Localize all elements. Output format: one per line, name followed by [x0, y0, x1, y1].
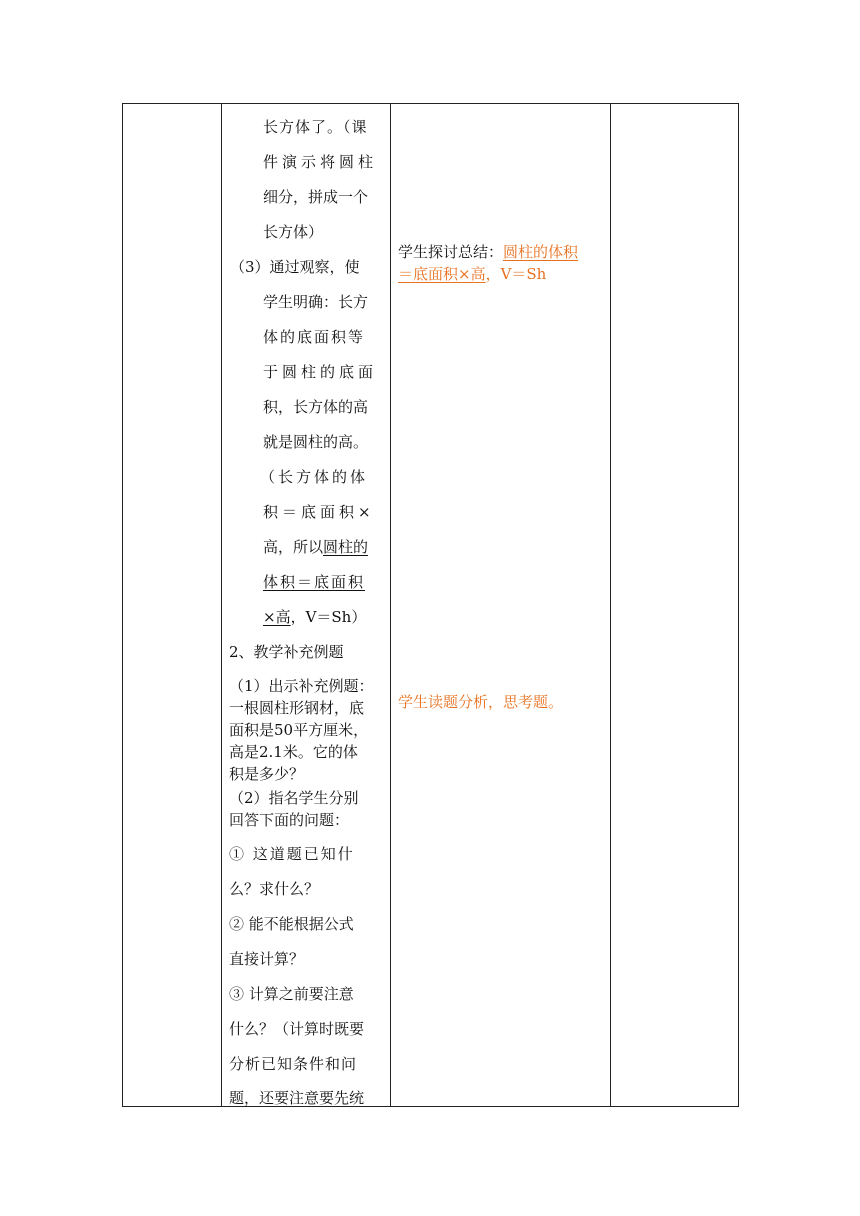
process-line	[263, 607, 366, 627]
process-text: 高，所以	[263, 538, 324, 556]
process-line: 一根圆柱形钢材，底	[229, 699, 365, 717]
formula-underlined: 圆柱的	[323, 538, 369, 556]
process-line: 么？求什么？	[229, 880, 320, 898]
process-line: 题，还要注意要先统	[229, 1089, 365, 1106]
student-reading-note: 学生读题分析，思考题。	[398, 693, 564, 711]
process-line: 学生明确：长方	[263, 293, 369, 311]
process-line: （3）通过观察，使	[230, 258, 360, 276]
process-line: 直接计算？	[229, 950, 305, 968]
notes-column-cell	[611, 104, 739, 1107]
process-line: 长方体）	[263, 223, 324, 241]
summary-formula: 圆柱的体积	[503, 243, 579, 261]
process-line: ① 这道题已知什	[229, 845, 355, 863]
formula-underlined: ×高	[263, 608, 291, 626]
left-column-cell	[123, 104, 222, 1107]
process-line: 分析已知条件和问	[229, 1055, 358, 1073]
process-line: 回答下面的问题：	[229, 811, 350, 829]
summary-text: ，V＝Sh	[485, 265, 547, 283]
process-line: 面积是50平方厘米，	[229, 721, 369, 739]
summary-text: 学生探讨总结：	[398, 243, 504, 261]
process-line: 高是2.1米。它的体	[229, 743, 358, 761]
process-line: 长方体了。（课	[263, 118, 368, 136]
process-text: ，V＝Sh）	[290, 608, 367, 626]
process-line: ② 能不能根据公式	[229, 915, 354, 933]
process-line: ③ 计算之前要注意	[229, 985, 354, 1003]
process-line: （长方体的体	[260, 468, 369, 486]
summary-formula: ＝底面积×高	[398, 265, 486, 283]
formula-underlined: 体积＝底面积	[263, 573, 366, 591]
process-line: （2）指名学生分别	[229, 789, 359, 807]
table-row	[123, 104, 739, 1107]
process-line	[263, 537, 368, 557]
process-line: 什么？（计算时既要	[229, 1020, 365, 1038]
process-line: 就是圆柱的高。	[263, 433, 369, 451]
process-line: 体的底面积等	[263, 328, 366, 346]
process-line: 积＝底面积×	[263, 503, 375, 521]
process-line: 细分，拼成一个	[263, 188, 369, 206]
process-line: 于圆柱的底面	[263, 363, 378, 381]
process-line: 积是多少？	[229, 765, 305, 783]
lesson-plan-table	[122, 103, 739, 1107]
teaching-process-cell	[222, 104, 391, 1107]
student-summary-line	[398, 264, 546, 284]
section-heading: 2、教学补充例题	[229, 643, 344, 661]
student-summary-line	[398, 242, 578, 262]
process-line: 积，长方体的高	[263, 398, 369, 416]
process-line: （1）出示补充例题：	[229, 677, 374, 695]
student-activity-cell	[391, 104, 611, 1107]
process-line: 件演示将圆柱	[263, 153, 378, 171]
